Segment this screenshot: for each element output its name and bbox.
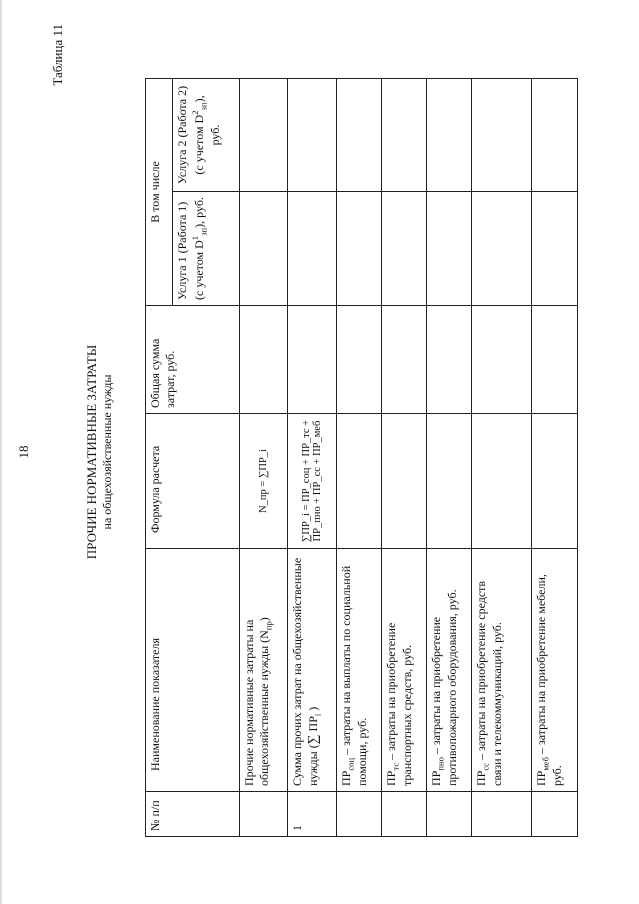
row-num — [427, 792, 472, 837]
row-name: $ПР_{пно}$ – затраты на приобретение противопожарного оборудования, руб. — [427, 549, 472, 792]
expenses-table — [145, 78, 578, 837]
row-formula — [427, 414, 472, 549]
header-in-that: В том числе — [146, 79, 173, 306]
table-row — [240, 79, 288, 837]
header-total: Общая сумма затрат, руб. — [146, 306, 240, 414]
row-formula — [532, 414, 578, 549]
row-service-1 — [382, 192, 427, 306]
row-name: $ПР_{сс}$ – затраты на приобретение средств связи и телекоммуникаций, руб. — [472, 549, 532, 792]
row-formula: N_пр = ∑ПР_i — [240, 414, 288, 549]
row-total — [382, 306, 427, 414]
row-num — [240, 792, 288, 837]
row-num — [382, 792, 427, 837]
row-service-2 — [240, 79, 288, 192]
row-formula — [337, 414, 382, 549]
row-total — [472, 306, 532, 414]
row-service-2 — [532, 79, 578, 192]
table-row — [427, 79, 472, 837]
row-service-1 — [240, 192, 288, 306]
row-service-1 — [427, 192, 472, 306]
table-title: ПРОЧИЕ НОРМАТИВНЫЕ ЗАТРАТЫ — [84, 344, 99, 560]
header-num: № п/п — [146, 792, 240, 837]
row-service-1 — [288, 192, 337, 306]
row-formula — [472, 414, 532, 549]
row-name: Прочие нормативные затраты на общехозяйственные нужды $(N_{пр})$ — [240, 549, 288, 792]
row-total — [337, 306, 382, 414]
row-service-2 — [472, 79, 532, 192]
header-service-2: Услуга 2 (Работа 2) (с учетом $D^2_{зп}$), руб. — [173, 79, 240, 192]
table-label: Таблица 11 — [50, 24, 65, 86]
row-total — [288, 306, 337, 414]
row-service-2 — [337, 79, 382, 192]
row-service-2 — [427, 79, 472, 192]
row-formula — [382, 414, 427, 549]
header-row — [146, 79, 173, 837]
page-number: 18 — [16, 445, 31, 459]
row-service-2 — [288, 79, 337, 192]
row-service-1 — [337, 192, 382, 306]
row-formula: ∑ПР_i = ПР_соц + ПР_тс + ПР_пно + ПР_сс + ПР_меб — [288, 414, 337, 549]
row-name: Сумма прочих затрат на общехозяйственные нужды (∑ $ПР_i$ ) — [288, 549, 337, 792]
table-subtitle: на общехозяйственные нужды — [100, 374, 114, 530]
row-num — [337, 792, 382, 837]
row-name: $ПР_{меб}$ – затраты на приобретение мебели, руб. — [532, 549, 578, 792]
table-row — [382, 79, 427, 837]
row-num — [472, 792, 532, 837]
row-service-1 — [472, 192, 532, 306]
header-formula: Формула расчета — [146, 414, 240, 549]
table-row — [288, 79, 337, 837]
header-service-1: Услуга 1 (Работа 1) (с учетом $D^1_{зп}$), руб. — [173, 192, 240, 306]
row-service-2 — [382, 79, 427, 192]
sum-symbol-icon: ∑ — [305, 734, 320, 745]
table-row — [472, 79, 532, 837]
row-name: $ПР_{соц}$ – затраты на выплаты по социальной помощи, руб. — [337, 549, 382, 792]
row-total — [240, 306, 288, 414]
row-name: $ПР_{тс}$ – затраты на приобретение транспортных средств, руб. — [382, 549, 427, 792]
row-total — [427, 306, 472, 414]
table-row — [337, 79, 382, 837]
header-name: Наименование показателя — [146, 549, 240, 792]
row-total — [532, 306, 578, 414]
row-num — [532, 792, 578, 837]
row-num: 1 — [288, 792, 337, 837]
row-service-1 — [532, 192, 578, 306]
table-row — [532, 79, 578, 837]
